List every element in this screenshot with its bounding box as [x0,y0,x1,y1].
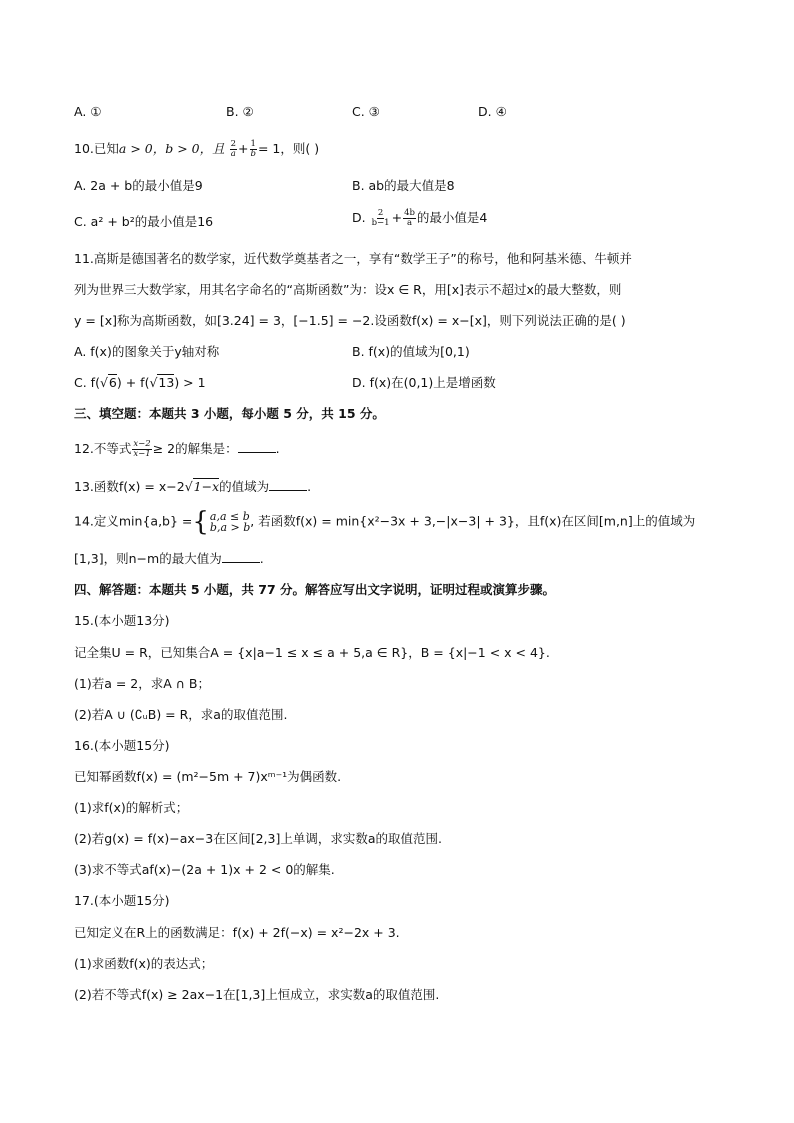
q12-frac-num: x−2 [133,439,151,449]
q13-answer-blank[interactable] [269,478,307,491]
section3-heading: 三、填空题：本题共 3 小题，每小题 5 分，共 15 分。 [74,406,385,421]
q12-frac [132,440,151,459]
q14-piecewise: { a,a ≤ b b,a > b [192,507,251,537]
q10-frac1-num: 2 [230,139,236,149]
q14-prefix: 14.定义min{a,b} = [74,513,193,529]
q13-prefix: 13.函数f(x) = x−2 [74,479,185,494]
q11-optc-suffix: ) > 1 [174,375,206,390]
q11-optc-sqrt2: 13 [158,375,175,390]
q12-prefix: 12.不等式 [74,441,132,456]
q11-optc-mid: ) + f( [116,375,150,390]
q14-line2 [74,550,264,568]
q11-option-a: A. f(x)的图象关于y轴对称 [74,344,220,359]
q12-answer-blank[interactable] [238,440,276,453]
q14-suffix: , 若函数f(x) = min{x²−3x + 3,−|x−3| + 3}，且f(x)在区间[m,n]上的值域为 [250,513,696,529]
q10-frac2 [249,140,256,159]
q11-optc-sqrt1: 6 [108,375,117,390]
q10-option-a: A. 2a + b的最小值是9 [74,178,203,193]
q10-option-b: B. ab的最大值是8 [352,178,455,193]
q11-line2: 列为世界三大数学家，用其名字命名的“高斯函数”为：设x ∈ R，用[x]表示不超过x的最大整数，则 [74,282,622,297]
q10-optd-frac2-num: 4b [404,208,415,218]
q10-plus: + [238,141,249,156]
q9-option-d: D. ④ [478,104,507,119]
q13: 13.函数f(x) = x−2√1−x的值域为 . [74,479,312,494]
q11-line1: 11.高斯是德国著名的数学家，近代数学奠基者之一，享有“数学王子”的称号，他和阿基米德、牛顿并 [74,251,632,266]
q16-title: 16.(本小题15分) [74,738,170,753]
q16-part2: (2)若g(x) = f(x)−ax−3在区间[2,3]上单调，求实数a的取值范围. [74,831,442,846]
q11-optc-prefix: C. f( [74,375,100,390]
q14-line1 [74,509,695,535]
q17-title: 17.(本小题15分) [74,893,170,908]
section4-heading: 四、解答题：本题共 5 小题，共 77 分。解答应写出文字说明，证明过程或演算步骤。 [74,582,556,597]
q10-frac2-den: b [250,149,256,159]
q10-frac1 [230,140,237,159]
q10-option-d: D. $\frac{2}{b-1}$ + $\frac{4b}{a}$ 的最小值是4 [352,208,488,228]
q14-line2-suffix: . [259,551,264,566]
q9-option-a: A. ① [74,104,102,119]
q12-suffix: ≥ 2的解集是： [152,441,238,456]
q12: 12.不等式 $\frac{x-2}{x-1}$ ≥ 2的解集是： . [74,439,280,459]
q10-optd-prefix: D. [352,210,366,225]
q15-part1: (1)若a = 2，求A ∩ B； [74,676,210,691]
q10-optd-frac1 [371,209,391,228]
q10-optd-suffix: 的最小值是4 [416,210,488,225]
q14-line2-prefix: [1,3]，则n−m的最大值为 [74,551,222,566]
q9-option-c: C. ③ [352,104,380,119]
q16-part1: (1)求f(x)的解析式； [74,800,189,815]
q10-stem [74,140,319,159]
q11-option-c: C. f(√6) + f(√13) > 1 [74,375,206,390]
q10-frac2-num: 1 [250,139,256,149]
q10-suffix: = 1，则( ) [257,141,320,156]
q12-frac-den: x−1 [133,449,151,459]
q10-option-c: C. a² + b²的最小值是16 [74,214,214,229]
q10-optd-frac2-den: a [406,218,413,228]
q11-option-b: B. f(x)的值域为[0,1) [352,344,470,359]
q16-part3: (3)求不等式af(x)−(2a + 1)x + 2 < 0的解集. [74,862,335,877]
q13-suffix: 的值域为 [219,479,270,494]
q14-case1: a,a ≤ b [209,510,250,523]
q17-line1: 已知定义在R上的函数满足：f(x) + 2f(−x) = x²−2x + 3. [74,925,400,940]
q10-prefix: 10.已知 [74,141,119,156]
q11-option-d: D. f(x)在(0,1)上是增函数 [352,375,496,390]
q17-part1: (1)求函数f(x)的表达式； [74,956,214,971]
q13-sqrt: 1−x [193,479,220,494]
q15-part2: (2)若A ∪ (∁ᵤB) = R，求a的取值范围. [74,707,288,722]
q16-line1: 已知幂函数f(x) = (m²−5m + 7)xᵐ⁻¹为偶函数. [74,769,342,784]
q10-cond: a > 0，b > 0，且 [118,141,225,156]
q17-part2: (2)若不等式f(x) ≥ 2ax−1在[1,3]上恒成立，求实数a的取值范围. [74,987,440,1002]
q11-line3: y = [x]称为高斯函数，如[3.24] = 3，[−1.5] = −2.设函数f(x) = x−[x]，则下列说法正确的是( ) [74,313,626,328]
q10-optd-frac1-num: 2 [377,208,384,218]
q15-line1: 记全集U = R，已知集合A = {x|a−1 ≤ x ≤ a + 5,a ∈ R}，B = {x|−1 < x < 4}. [74,645,550,660]
q10-optd-frac2 [403,209,416,228]
q10-optd-frac1-den: b−1 [371,218,390,228]
q10-frac1-den: a [230,149,236,159]
q15-title: 15.(本小题13分) [74,613,170,628]
q14-answer-blank[interactable] [222,550,260,563]
q9-option-b: B. ② [226,104,254,119]
q14-case2: b,a > b [209,521,251,534]
